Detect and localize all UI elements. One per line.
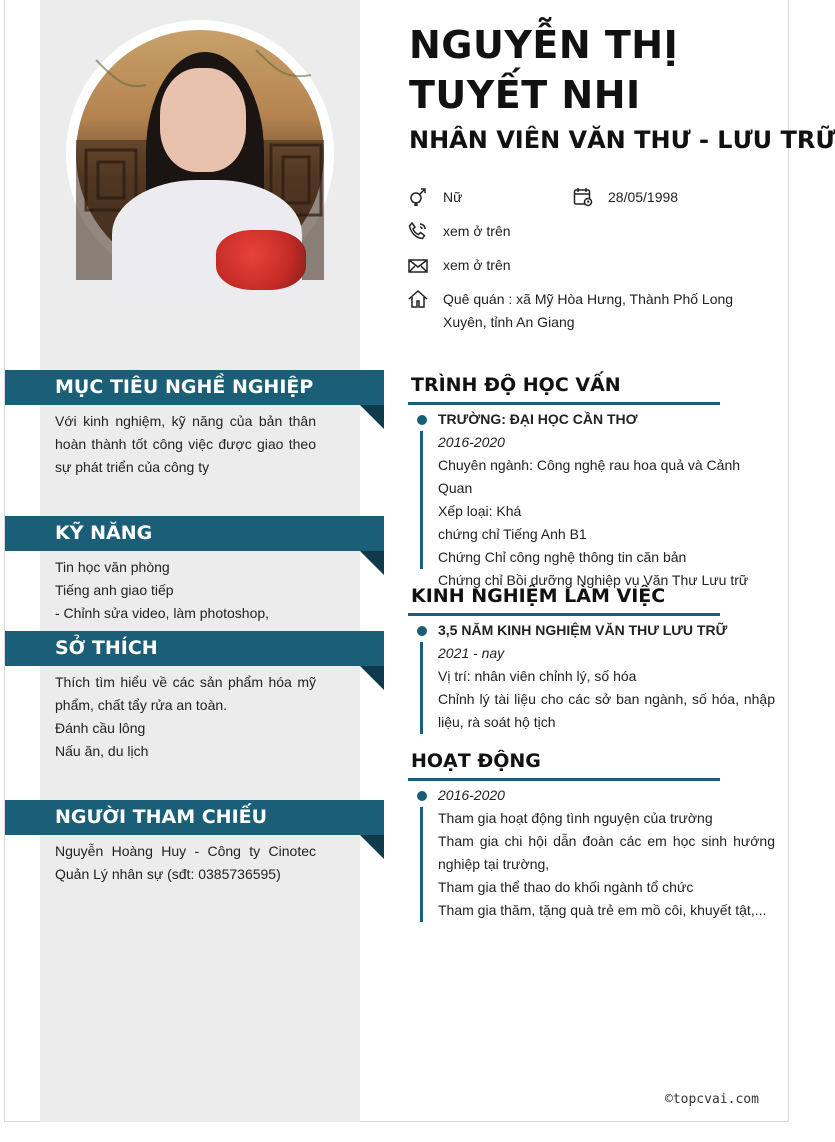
skill-item: Tin học văn phòng	[55, 559, 170, 575]
education-line: Xếp loại: Khá	[438, 503, 522, 519]
education-underline	[408, 402, 720, 405]
objective-text: Với kinh nghiệm, kỹ năng của bản thân hoàn thành tốt công việc được giao theo sự phát triển của công ty	[55, 413, 316, 475]
experience-title: KINH NGHIỆM LÀM VIỆC	[411, 585, 666, 607]
education-body	[438, 408, 775, 592]
avatar-flowers	[216, 230, 306, 290]
watermark: ©topcvai.com	[665, 1092, 759, 1107]
experience-period: 2021 - nay	[438, 645, 505, 661]
objective-band-fold	[360, 405, 384, 429]
skills-list	[55, 556, 316, 625]
skills-band	[5, 516, 384, 551]
phone-value: xem ở trên	[443, 223, 511, 239]
hobbies-list	[55, 671, 316, 763]
objective-band	[5, 370, 384, 405]
candidate-name: NGUYỄN THỊ TUYẾT NHI	[409, 23, 679, 117]
phone-icon	[408, 221, 428, 241]
education-title: TRÌNH ĐỘ HỌC VẤN	[411, 374, 621, 396]
references-band-fold	[360, 835, 384, 859]
activities-bullet	[417, 791, 427, 801]
references-band	[5, 800, 384, 835]
mail-icon	[408, 256, 428, 276]
hobby-item: Đánh cầu lông	[55, 720, 146, 736]
references-text: Nguyễn Hoàng Huy - Công ty Cinotec Quản Lý nhân sự (sđt: 0385736595)	[55, 843, 316, 882]
activities-body	[438, 784, 775, 922]
email-value: xem ở trên	[443, 257, 511, 273]
hobbies-title: SỞ THÍCH	[55, 637, 158, 659]
avatar-face	[160, 68, 246, 172]
education-line: chứng chỉ Tiếng Anh B1	[438, 526, 587, 542]
education-line: Chứng Chỉ công nghệ thông tin căn bản	[438, 549, 687, 565]
experience-heading: 3,5 NĂM KINH NGHIỆM VĂN THƯ LƯU TRỮ	[438, 622, 728, 638]
experience-underline	[408, 613, 720, 616]
references-title: NGƯỜI THAM CHIẾU	[55, 806, 268, 828]
birthdate-value: 28/05/1998	[608, 189, 679, 205]
activities-period: 2016-2020	[438, 787, 505, 803]
experience-timeline	[420, 642, 423, 734]
hobbies-band-fold	[360, 666, 384, 690]
education-line: Chứng chỉ Bồi dưỡng Nghiệp vụ Văn Thư Lưu trữ	[438, 572, 749, 588]
activities-underline	[408, 778, 720, 781]
gender-icon	[408, 187, 428, 207]
education-period: 2016-2020	[438, 434, 505, 450]
activities-timeline	[420, 807, 423, 922]
home-icon	[408, 289, 428, 309]
education-school: TRƯỜNG: ĐẠI HỌC CẦN THƠ	[438, 411, 638, 427]
address-value: Quê quán : xã Mỹ Hòa Hưng, Thành Phố Long Xuyên, tỉnh An Giang	[443, 291, 734, 330]
activities-title: HOẠT ĐỘNG	[411, 750, 541, 772]
activity-line: Tham gia chi hội dẫn đoàn các em học sinh hướng nghiệp tại trường,	[438, 833, 775, 872]
hobbies-band	[5, 631, 384, 666]
skill-item: - Chỉnh sửa video, làm photoshop,	[55, 605, 270, 621]
hobby-item: Thích tìm hiểu về các sản phẩm hóa mỹ phẩm, chất tẩy rửa an toàn.	[55, 674, 316, 713]
experience-bullet	[417, 626, 427, 636]
experience-line: Chỉnh lý tài liệu cho các sở ban ngành, số hóa, nhập liệu, rà soát hộ tịch	[438, 691, 775, 730]
objective-title: MỤC TIÊU NGHỀ NGHIỆP	[55, 376, 314, 398]
education-timeline	[420, 431, 423, 569]
activity-line: Tham gia thăm, tặng quà trẻ em mồ côi, khuyết tật,...	[438, 902, 767, 918]
job-title: NHÂN VIÊN VĂN THƯ - LƯU TRỮ	[409, 126, 835, 154]
avatar	[76, 30, 324, 278]
gender-value: Nữ	[443, 189, 463, 205]
experience-body	[438, 619, 775, 734]
skills-title: KỸ NĂNG	[55, 522, 153, 544]
skill-item: Tiếng anh giao tiếp	[55, 582, 174, 598]
activity-line: Tham gia thể thao do khối ngành tổ chức	[438, 879, 694, 895]
activity-line: Tham gia hoạt động tình nguyện của trường	[438, 810, 713, 826]
calendar-icon	[573, 187, 593, 207]
education-line: Chuyên ngành: Công nghệ rau hoa quả và Cảnh Quan	[438, 457, 741, 496]
hobby-item: Nấu ăn, du lịch	[55, 743, 149, 759]
skills-band-fold	[360, 551, 384, 575]
experience-line: Vị trí: nhân viên chỉnh lý, số hóa	[438, 668, 637, 684]
education-bullet	[417, 415, 427, 425]
